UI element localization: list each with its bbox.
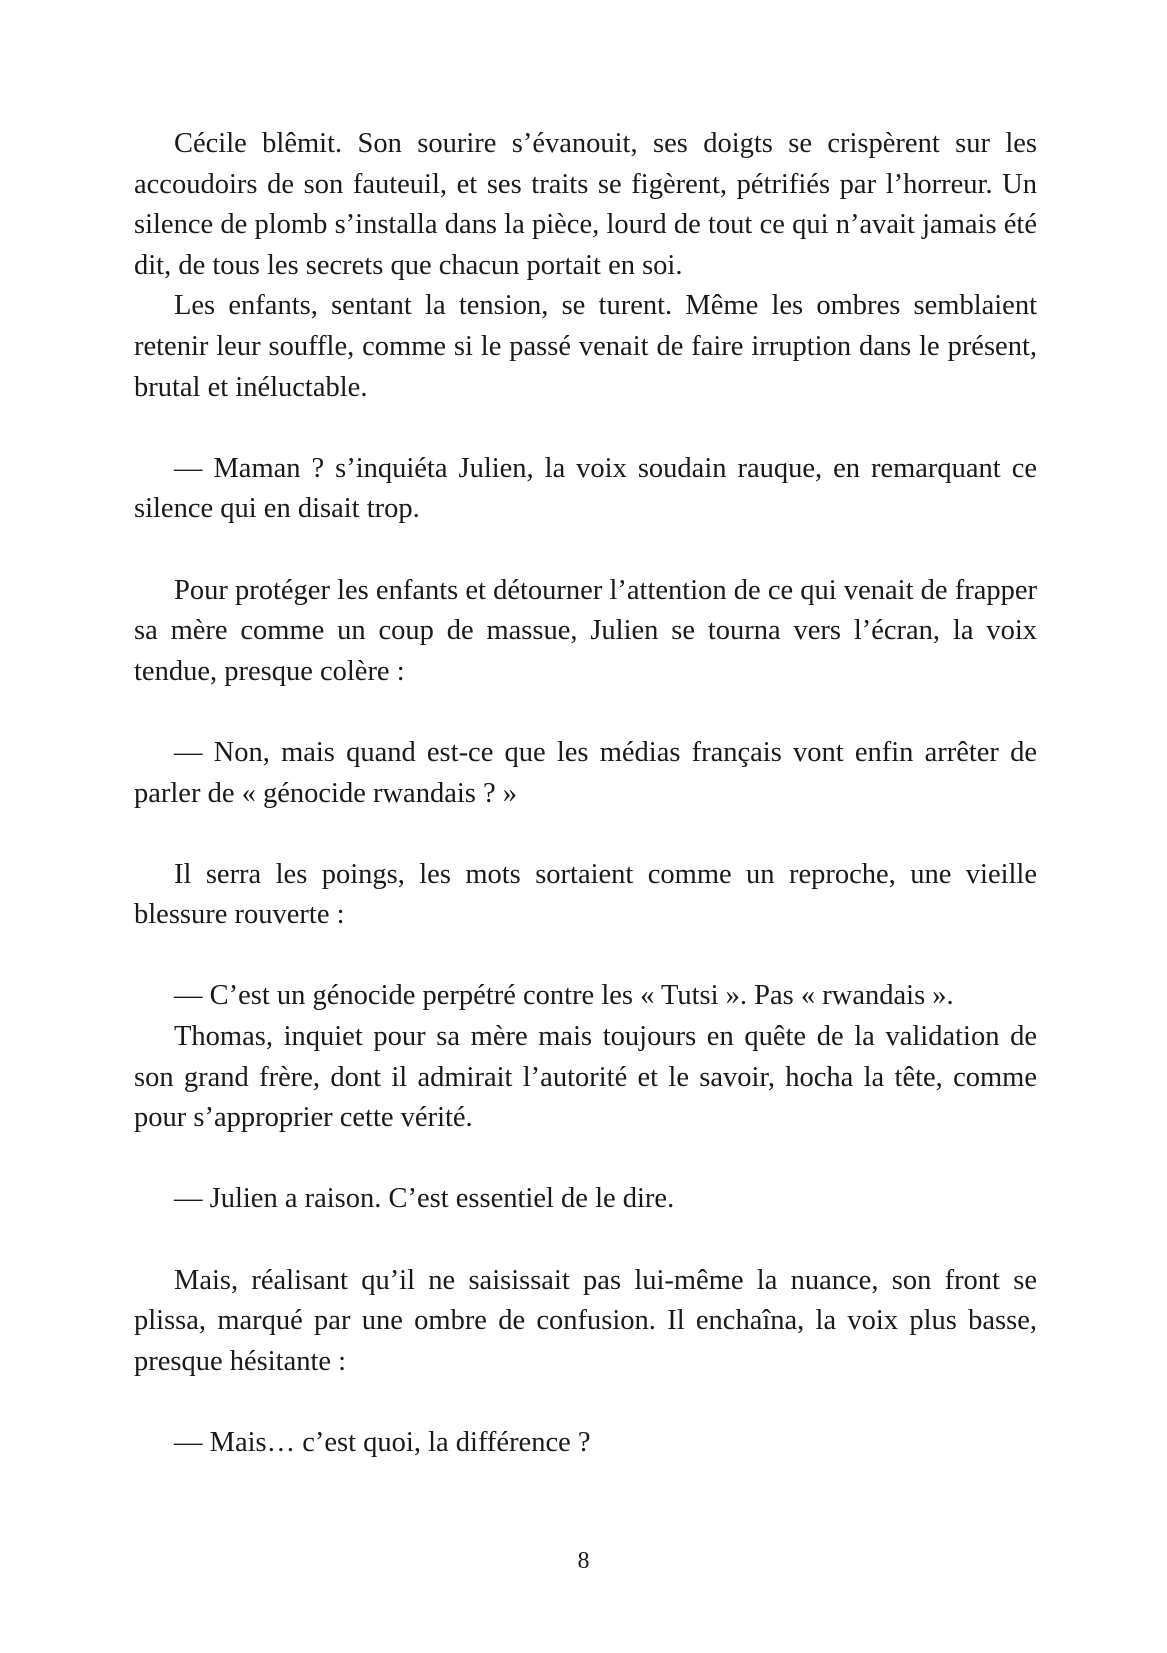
paragraph-cecile-blemit: Cécile blêmit. Son sourire s’évanouit, ses doigts se crispèrent sur les accoudoirs de son fauteuil, et ses traits se figèrent, pétrifiés par l’horreur. Un silence de plomb s’installa dans la pièce, lourd de tout ce qui n’avait jamais été dit, de tous les secrets que chacun portait en soi. — [134, 128, 1037, 281]
dialogue-maman: — Maman ? s’inquiéta Julien, la voix soudain rauque, en remarquant ce silence qui en disait trop. — [134, 452, 1037, 525]
paragraph-realisant-nuance: Mais, réalisant qu’il ne saisissait pas lui-même la nuance, son front se plissa, marqué par une ombre de confusion. Il enchaîna, la voix plus basse, presque hésitante : — [134, 1264, 1037, 1377]
dialogue-genocide-tutsi: — C’est un génocide perpétré contre les « Tutsi ». Pas « rwandais ». — [174, 980, 954, 1012]
paragraph-thomas-inquiet: Thomas, inquiet pour sa mère mais toujours en quête de la validation de son grand frère, dont il admirait l’autorité et le savoir, hocha la tête, comme pour s’approprier cette vérité. — [134, 1021, 1037, 1134]
dialogue-medias-francais: — Non, mais quand est-ce que les médias français vont enfin arrêter de parler de « génocide rwandais ? » — [134, 736, 1037, 809]
page-body — [134, 124, 1037, 1464]
paragraph-proteger-enfants: Pour protéger les enfants et détourner l’attention de ce qui venait de frapper sa mère comme un coup de massue, Julien se tourna vers l’écran, la voix tendue, presque colère : — [134, 574, 1037, 687]
paragraph-enfants-turent: Les enfants, sentant la tension, se turent. Même les ombres semblaient retenir leur souffle, comme si le passé venait de faire irruption dans le présent, brutal et inéluctable. — [134, 290, 1037, 403]
dialogue-julien-raison: — Julien a raison. C’est essentiel de le dire. — [174, 1183, 675, 1215]
page-number: 8 — [577, 1548, 590, 1574]
dialogue-difference: — Mais… c’est quoi, la différence ? — [174, 1427, 591, 1458]
paragraph-serra-poings: Il serra les poings, les mots sortaient comme un reproche, une vieille blessure rouverte : — [134, 858, 1037, 931]
